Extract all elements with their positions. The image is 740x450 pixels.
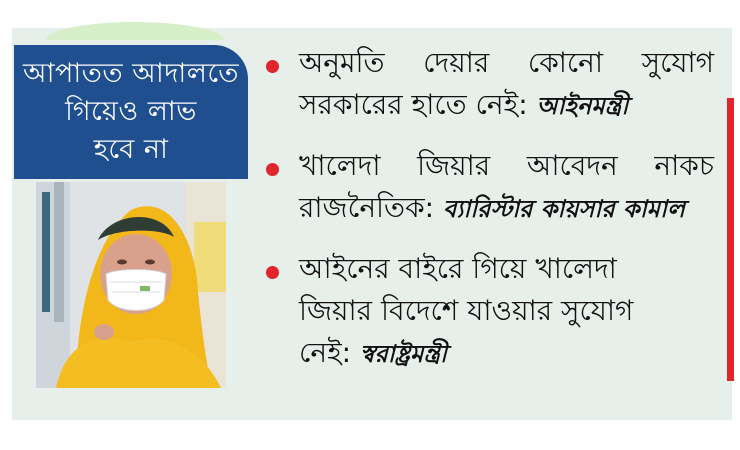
bullet-3-line-1: আইনের বাইরে গিয়ে খালেদা	[299, 252, 617, 285]
bullet-dot-icon	[266, 266, 279, 279]
quote-source: ব্যারিস্টার কায়সার কামাল	[443, 195, 685, 223]
word: সুযোগ	[641, 46, 714, 79]
headline-box	[14, 45, 248, 179]
bullet-2-line-1	[299, 145, 714, 187]
bullet-item-2	[266, 145, 714, 230]
bullet-3-line-3	[299, 332, 714, 375]
headline-line-2: গিয়েও লাভ	[65, 96, 197, 127]
bullet-1-line-2	[299, 84, 714, 127]
bullet-dot-icon	[266, 60, 279, 73]
word: দেয়ার	[423, 46, 490, 79]
bullet-3-line-2: জিয়ার বিদেশে যাওয়ার সুযোগ	[299, 294, 634, 327]
word: জিয়ার	[417, 149, 491, 182]
bullet-text: নেই:	[299, 336, 352, 369]
quote-source: স্বরাষ্ট্রমন্ত্রী	[359, 340, 447, 368]
bullet-1-line-1	[299, 42, 714, 84]
word: খালেদা	[299, 149, 381, 182]
word: আবেদন	[526, 149, 618, 182]
bullet-2-line-2	[299, 187, 714, 230]
word: নাকচ	[654, 149, 714, 182]
bullet-dot-icon	[266, 163, 279, 176]
bullet-item-3	[266, 248, 714, 375]
decorative-tab	[46, 22, 224, 40]
portrait-photo	[36, 182, 226, 388]
bullet-text: সরকারের হাতে নেই:	[299, 88, 528, 121]
bullet-text: রাজনৈতিক:	[299, 191, 435, 224]
word: কোনো	[527, 46, 603, 79]
accent-bar	[727, 98, 734, 381]
word: অনুমতি	[299, 46, 385, 79]
bullet-item-1	[266, 42, 714, 127]
headline-line-1: আপাতত আদালতে	[23, 58, 239, 89]
quote-source: আইনমন্ত্রী	[536, 92, 629, 120]
headline-line-3: হবে না	[93, 134, 169, 165]
bullet-list	[266, 42, 714, 393]
